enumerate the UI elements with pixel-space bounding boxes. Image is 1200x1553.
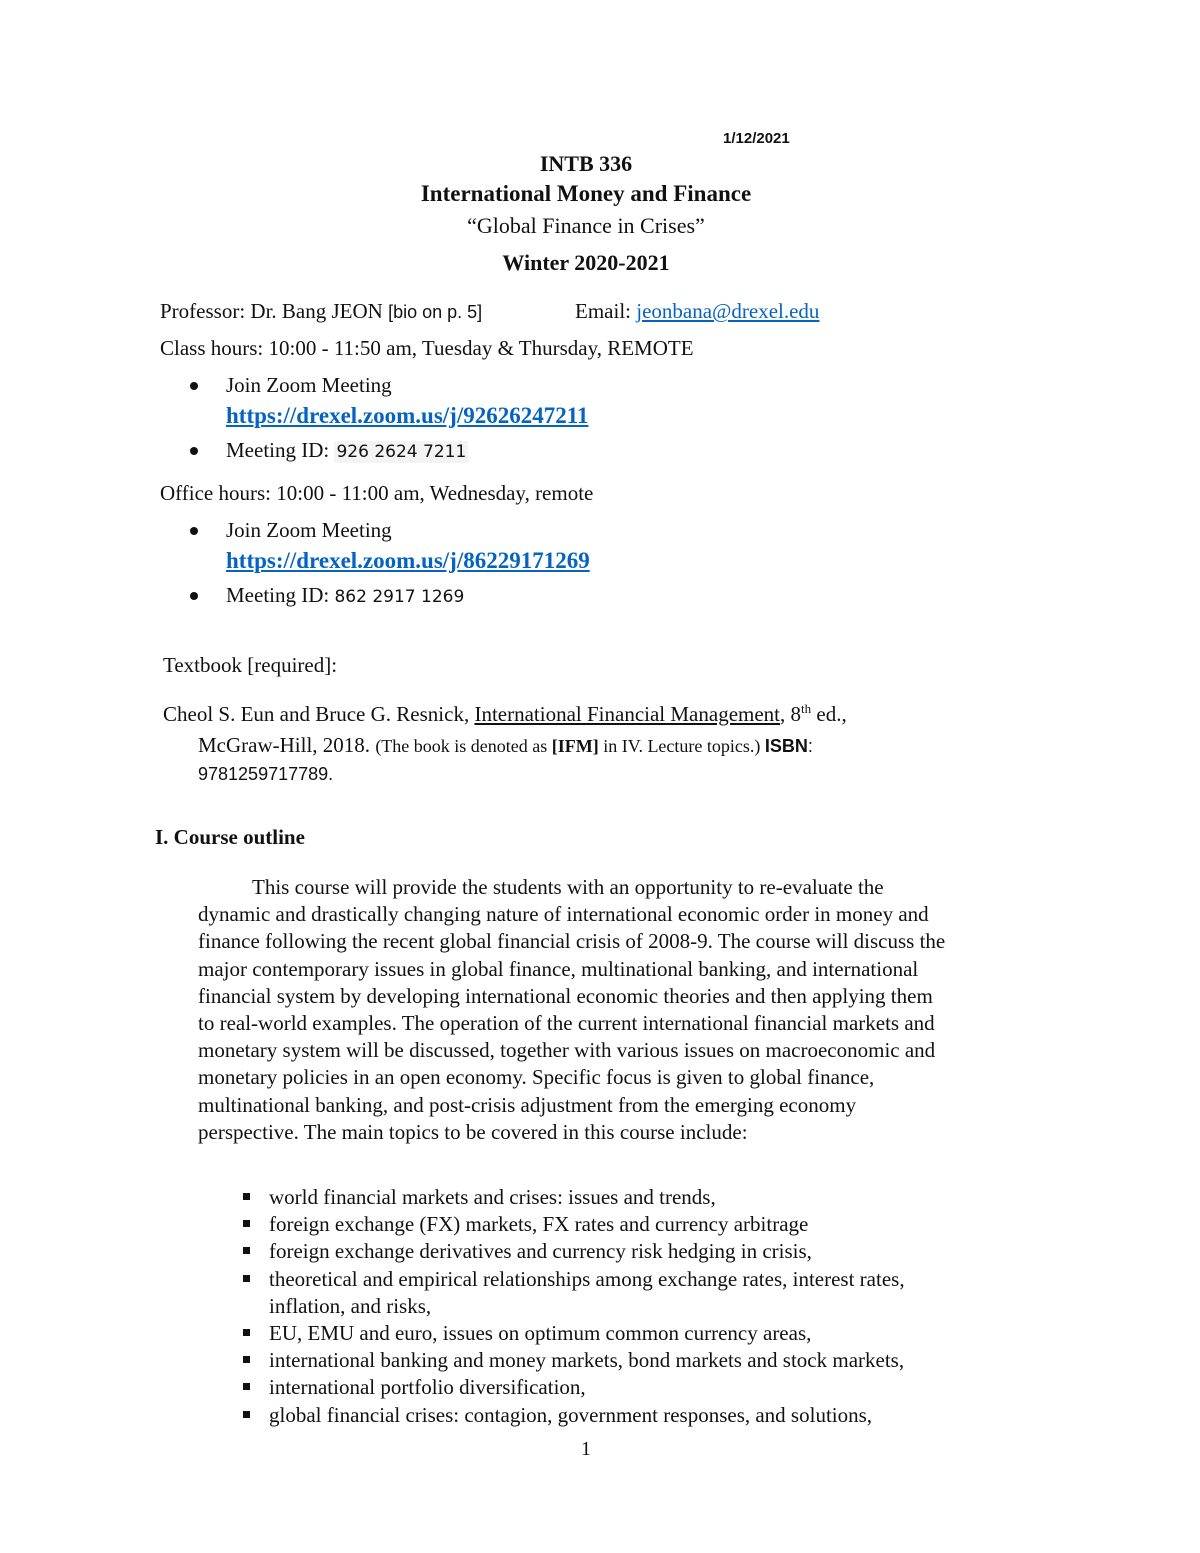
- office-meeting-label: Meeting ID:: [226, 583, 335, 607]
- course-outline-paragraph: [198, 874, 945, 1146]
- isbn-colon: :: [807, 736, 813, 756]
- paragraph-line: financial system by developing international economic theories and then applying them: [198, 983, 933, 1008]
- class-hours: Class hours: 10:00 - 11:50 am, Tuesday & Thursday, REMOTE: [160, 336, 694, 360]
- page-number: 1: [581, 1438, 591, 1460]
- textbook-publisher: McGraw-Hill, 2018.: [198, 733, 376, 757]
- class-meeting-id: 926 2624 7211: [336, 442, 467, 462]
- textbook-edition-sup: th: [801, 701, 812, 716]
- textbook-note-pre: (The book is denoted as: [375, 736, 552, 756]
- square-bullet-icon: [243, 1411, 250, 1418]
- square-bullet-icon: [243, 1220, 250, 1227]
- bio-note: [bio on p. 5]: [388, 302, 483, 322]
- course-code: INTB 336: [539, 151, 633, 176]
- paragraph-line: major contemporary issues in global finance, multinational banking, and international: [198, 956, 919, 981]
- list-item: foreign exchange derivatives and currency risk hedging in crisis,: [240, 1238, 905, 1265]
- square-bullet-icon: [243, 1193, 250, 1200]
- list-item: theoretical and empirical relationships among exchange rates, interest rates,: [240, 1266, 905, 1293]
- bullet-dot-icon: [190, 447, 198, 455]
- bullet-dot-icon: [190, 592, 198, 600]
- textbook-citation-line2: [198, 733, 813, 758]
- email-label: Email:: [575, 299, 637, 323]
- office-meeting-id: 862 2917 1269: [334, 587, 465, 607]
- bullet-dot-icon: [190, 527, 198, 535]
- textbook-edition-post: ed.,: [811, 702, 847, 726]
- list-item: EU, EMU and euro, issues on optimum common currency areas,: [240, 1320, 905, 1347]
- isbn-number: 9781259717789.: [198, 764, 334, 784]
- email-link[interactable]: jeonbana@drexel.edu: [636, 299, 820, 323]
- textbook-edition-pre: , 8: [780, 702, 802, 726]
- isbn-label: ISBN: [764, 736, 808, 756]
- course-subtitle: “Global Finance in Crises”: [467, 213, 705, 238]
- textbook-title: International Financial Management: [474, 702, 781, 726]
- square-bullet-icon: [243, 1275, 250, 1282]
- office-join-label: Join Zoom Meeting: [226, 518, 392, 542]
- class-zoom-url[interactable]: https://drexel.zoom.us/j/92626247211: [226, 403, 589, 428]
- textbook-note-post: in IV. Lecture topics.): [598, 736, 765, 756]
- list-item: international banking and money markets, bond markets and stock markets,: [240, 1347, 905, 1374]
- paragraph-line: monetary policies in an open economy. Specific focus is given to global finance,: [198, 1065, 875, 1090]
- email-line: [575, 299, 819, 324]
- square-bullet-icon: [243, 1247, 250, 1254]
- list-item: foreign exchange (FX) markets, FX rates and currency arbitrage: [240, 1211, 905, 1238]
- paragraph-line: dynamic and drastically changing nature of international economic order in money and: [198, 902, 929, 927]
- paragraph-line: monetary system will be discussed, together with various issues on macroeconomic and: [198, 1038, 936, 1063]
- list-item-continuation: inflation, and risks,: [269, 1293, 432, 1318]
- list-item: world financial markets and crises: issues and trends,: [240, 1184, 905, 1211]
- professor-line: [160, 299, 482, 324]
- office-zoom-url[interactable]: https://drexel.zoom.us/j/86229171269: [226, 548, 590, 573]
- square-bullet-icon: [243, 1356, 250, 1363]
- paragraph-line: to real-world examples. The operation of the current international financial markets and: [198, 1011, 935, 1036]
- square-bullet-icon: [243, 1383, 250, 1390]
- office-meeting-id-line: [226, 583, 464, 608]
- list-item: global financial crises: contagion, government responses, and solutions,: [240, 1402, 905, 1429]
- textbook-authors: Cheol S. Eun and Bruce G. Resnick,: [163, 702, 475, 726]
- office-zoom-link[interactable]: [226, 548, 590, 574]
- paragraph-line: finance following the recent global financial crisis of 2008-9. The course will discuss the: [198, 929, 946, 954]
- topics-list: [240, 1184, 905, 1429]
- paragraph-line: perspective. The main topics to be covered in this course include:: [198, 1119, 748, 1144]
- professor-label: Professor: Dr. Bang JEON: [160, 299, 389, 323]
- class-meeting-id-line: [226, 438, 468, 463]
- class-zoom-link[interactable]: [226, 403, 588, 429]
- class-join-label: Join Zoom Meeting: [226, 373, 392, 397]
- textbook-label: Textbook [required]:: [163, 653, 338, 677]
- course-title: International Money and Finance: [420, 181, 752, 206]
- paragraph-line: multinational banking, and post-crisis adjustment from the emerging economy: [198, 1092, 857, 1117]
- bullet-dot-icon: [190, 382, 198, 390]
- paragraph-line: This course will provide the students with an opportunity to re-evaluate the: [252, 875, 884, 899]
- square-bullet-icon: [243, 1329, 250, 1336]
- office-hours: Office hours: 10:00 - 11:00 am, Wednesday, remote: [160, 481, 594, 505]
- class-meeting-label: Meeting ID:: [226, 438, 335, 462]
- course-term: Winter 2020-2021: [502, 250, 670, 275]
- document-date: 1/12/2021: [723, 130, 790, 147]
- list-item: international portfolio diversification,: [240, 1374, 905, 1401]
- textbook-citation-line1: [163, 701, 847, 727]
- textbook-note-tag: [IFM]: [551, 736, 599, 756]
- section-heading: I. Course outline: [155, 825, 305, 849]
